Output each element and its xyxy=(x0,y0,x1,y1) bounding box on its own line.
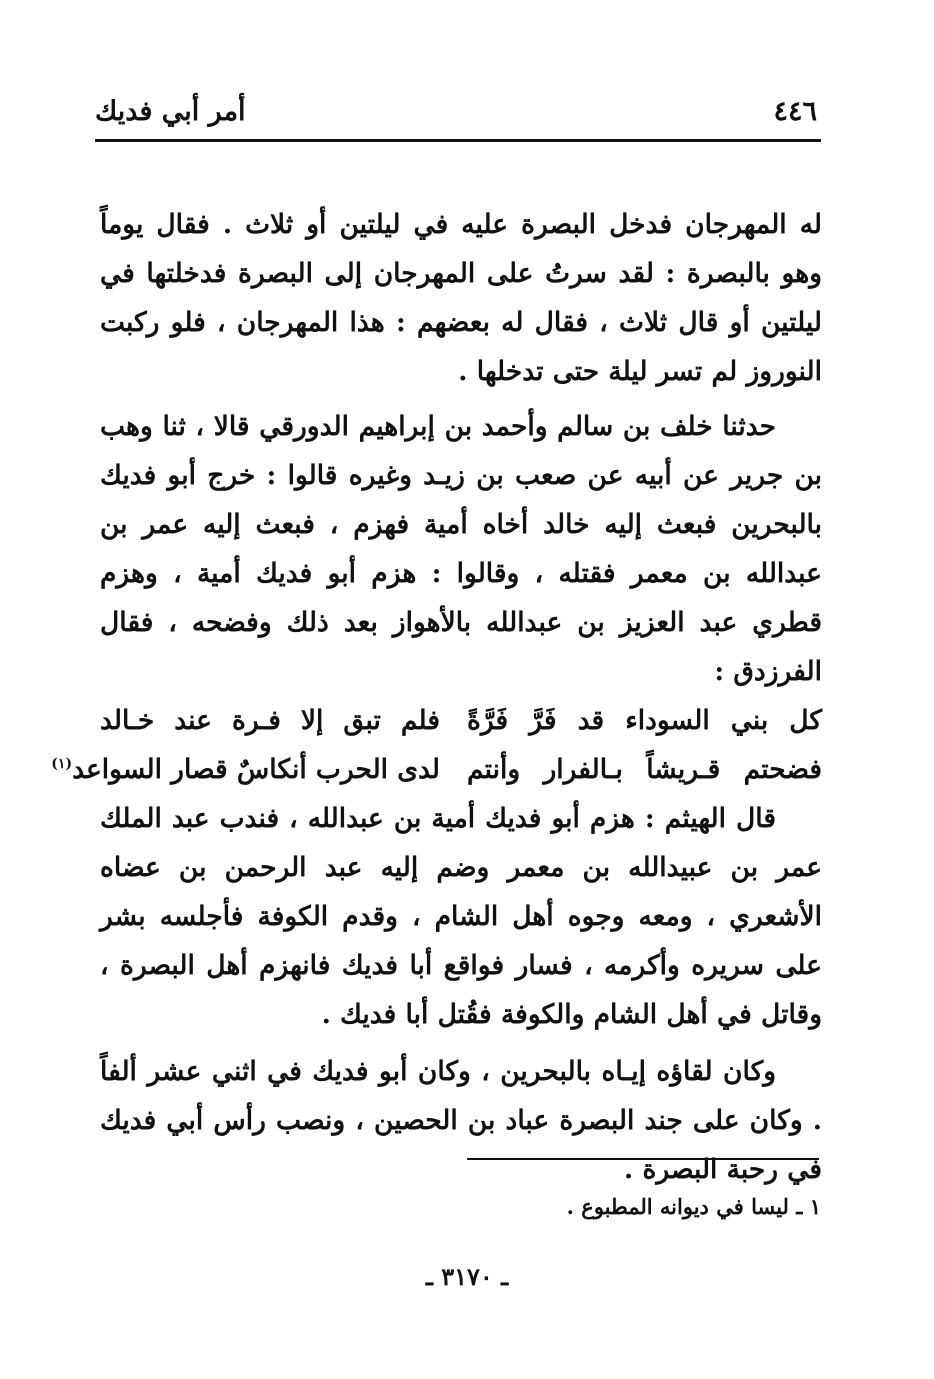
paragraph-2: حدثنا خلف بن سالم وأحمد بن إبراهيم الدورقي قالا ، ثنا وهب بن جرير عن أبيه عن صعب بن زيـد وغيره قالوا : خرج أبو فديك بالبحرين فبعث إليه خالد أخاه أمية فهزم ، فبعث إليه عمر بن عبدالله بن معمر فقتله ، وقالوا : هزم أبو فديك أمية ، وهزم قطري عبد العزيز بن عبدالله بالأهواز بعد ذلك وفضحه ، فقال الفرزدق : xyxy=(100,411,822,687)
verse-1-second-hemistich: فلم تبق إلا فـرة عند خـالد xyxy=(100,705,440,736)
paragraph-4: وكان لقاؤه إيـاه بالبحرين ، وكان أبو فديك في اثني عشر ألفاً . وكان على جند البصرة عباد بن الحصين ، ونصب رأس أبي فديك في رحبة البصرة . xyxy=(100,1056,822,1185)
header-rule xyxy=(95,139,821,142)
main-text xyxy=(51,200,822,1194)
folio-number: ـ ٣١٧٠ ـ xyxy=(425,1262,509,1291)
verse-2-second-text: لدى الحرب أنكاسٌ قصار السواعد xyxy=(72,754,440,785)
page-number: ٤٤٦ xyxy=(773,96,817,127)
verse-2-second-hemistich xyxy=(51,745,440,794)
poem-verse-1 xyxy=(100,696,822,745)
paragraph-3: قال الهيثم : هزم أبو فديك أمية بن عبدالله ، فندب عبد الملك عمر بن عبيدالله بن معمر وضم إليه عبد الرحمن بن عضاه الأشعري ، ومعه وجوه أهل الشام ، وقدم الكوفة فأجلسه بشر على سريره وأكرمه ، فسار فواقع أبا فديك فانهزم أهل البصرة ، وقاتل في أهل الشام والكوفة فقُتل أبا فديك . xyxy=(100,803,822,1030)
running-title: أمر أبي فديك xyxy=(95,96,246,127)
poem-verse-2 xyxy=(51,745,822,794)
verse-1-first-hemistich: كل بني السوداء قد فَرَّ فَرَّةً xyxy=(467,705,822,736)
verse-2-first-hemistich: فضحتم قـريشاً بـالفرار وأنتم xyxy=(467,754,822,785)
footnote-reference: (١) xyxy=(51,756,73,773)
footnote-rule xyxy=(467,1158,819,1160)
footnote: ١ ـ ليسا في ديوانه المطبوع . xyxy=(566,1194,821,1219)
paragraph-1: له المهرجان فدخل البصرة عليه في ليلتين أو ثلاث . فقال يوماً وهو بالبصرة : لقد سرتُ على المهرجان إلى البصرة فدخلتها في ليلتين أو قال ثلاث ، فقال له بعضهم : هذا المهرجان ، فلو ركبت النوروز لم تسر ليلة حتى تدخلها . xyxy=(100,209,822,387)
page-header xyxy=(95,92,817,134)
poem xyxy=(51,696,822,794)
